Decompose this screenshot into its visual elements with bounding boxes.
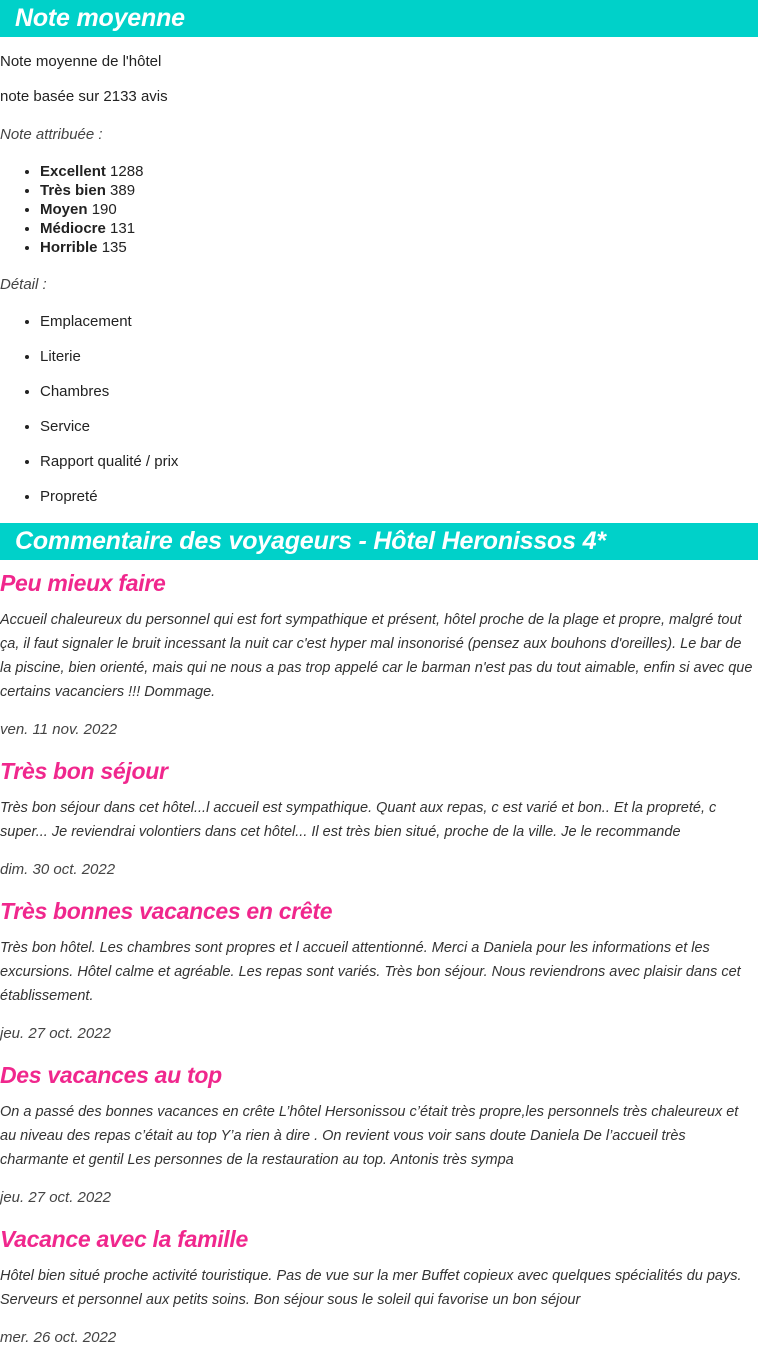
rating-item-horrible xyxy=(40,238,758,257)
rating-label: Moyen xyxy=(40,201,88,218)
review-text: Hôtel bien situé proche activité touristique. Pas de vue sur la mer Buffet copieux avec quelques spécialités du pays. Serveurs et personnel aux petits soins. Bon séjour sous le soleil qui favorise un bon séjour xyxy=(0,1268,742,1308)
rating-label: Très bien xyxy=(40,182,106,199)
review-date: dim. 30 oct. 2022 xyxy=(0,861,116,878)
review-title: Très bonnes vacances en crête xyxy=(0,898,333,924)
detail-item: • Propreté xyxy=(40,487,758,507)
rating-count: 135 xyxy=(101,239,127,256)
rating-item-mediocre xyxy=(40,219,758,238)
detail-item: • Literie xyxy=(40,347,758,367)
review xyxy=(0,756,758,880)
review-text: On a passé des bonnes vacances en crête L’hôtel Hersonissou c’était très propre,les personnels très chaleureux et au niveau des repas c’était au top Y’a rien à dire . On revient vous voir sans doute Daniela De l’accueil très charmante et gentil Les personnes de la restauration au top. Antonis très sympa xyxy=(0,1104,739,1168)
review-count-text: note basée sur 2133 avis xyxy=(0,88,168,105)
review-title: Peu mieux faire xyxy=(0,570,166,596)
review-title: Très bon séjour xyxy=(0,758,168,784)
rating-item-moyen xyxy=(40,200,758,219)
review-text: Accueil chaleureux du personnel qui est fort sympathique et présent, hôtel proche de la plage et propre, malgré tout ça, il faut signaler le bruit incessant la nuit car c'est hyper mal insonorisé (pensez aux bouhons d'oreilles). Le bar de la piscine, bien orienté, mais qui ne nous a pas trop appelé car le barman n'est pas du tout aimable, enfin si avec que certains vacanciers !!! Dommage. xyxy=(0,612,753,700)
review xyxy=(0,896,758,1044)
review-title: Des vacances au top xyxy=(0,1062,222,1088)
rating-item-excellent xyxy=(40,162,758,181)
review-date: jeu. 27 oct. 2022 xyxy=(0,1025,111,1042)
review-date: jeu. 27 oct. 2022 xyxy=(0,1189,111,1206)
review xyxy=(0,1224,758,1348)
review-date: mer. 26 oct. 2022 xyxy=(0,1329,117,1346)
reviews-section xyxy=(0,523,758,1348)
review-text: Très bon hôtel. Les chambres sont propres et l accueil attentionné. Merci a Daniela pour les informations et les excursions. Hôtel calme et agréable. Les repas sont variés. Très bon séjour. Nous reviendrons avec plaisir dans cet établissement. xyxy=(0,940,741,1004)
detail-item: • Rapport qualité / prix xyxy=(40,452,758,472)
rating-item-tres-bien xyxy=(40,181,758,200)
reviews-section-header: Commentaire des voyageurs - Hôtel Heronissos 4* xyxy=(0,523,758,560)
detail-criteria-list xyxy=(0,312,758,507)
rating-count: 389 xyxy=(110,182,136,199)
review-date: ven. 11 nov. 2022 xyxy=(0,721,118,738)
rating-section-header: Note moyenne xyxy=(0,0,758,37)
rating-count: 1288 xyxy=(110,163,144,180)
rating-section xyxy=(0,0,758,507)
review xyxy=(0,568,758,740)
rating-label: Horrible xyxy=(40,239,98,256)
rating-breakdown-list xyxy=(0,162,758,257)
detail-item: • Emplacement xyxy=(40,312,758,332)
detail-item: • Chambres xyxy=(40,382,758,402)
rating-label: Excellent xyxy=(40,163,106,180)
review-text: Très bon séjour dans cet hôtel...l accueil est sympathique. Quant aux repas, c est varié et bon.. Et la propreté, c super... Je reviendrai volontiers dans cet hôtel... Il est très bien situé, proche de la ville. Je le recommande xyxy=(0,800,717,840)
given-rating-label: Note attribuée : xyxy=(0,126,103,143)
review-title: Vacance avec la famille xyxy=(0,1226,248,1252)
detail-item: • Service xyxy=(40,417,758,437)
detail-label: Détail : xyxy=(0,276,47,293)
rating-label: Médiocre xyxy=(40,220,106,237)
average-rating-label: Note moyenne de l'hôtel xyxy=(0,53,162,70)
rating-count: 131 xyxy=(110,220,136,237)
rating-count: 190 xyxy=(91,201,117,218)
review xyxy=(0,1060,758,1208)
